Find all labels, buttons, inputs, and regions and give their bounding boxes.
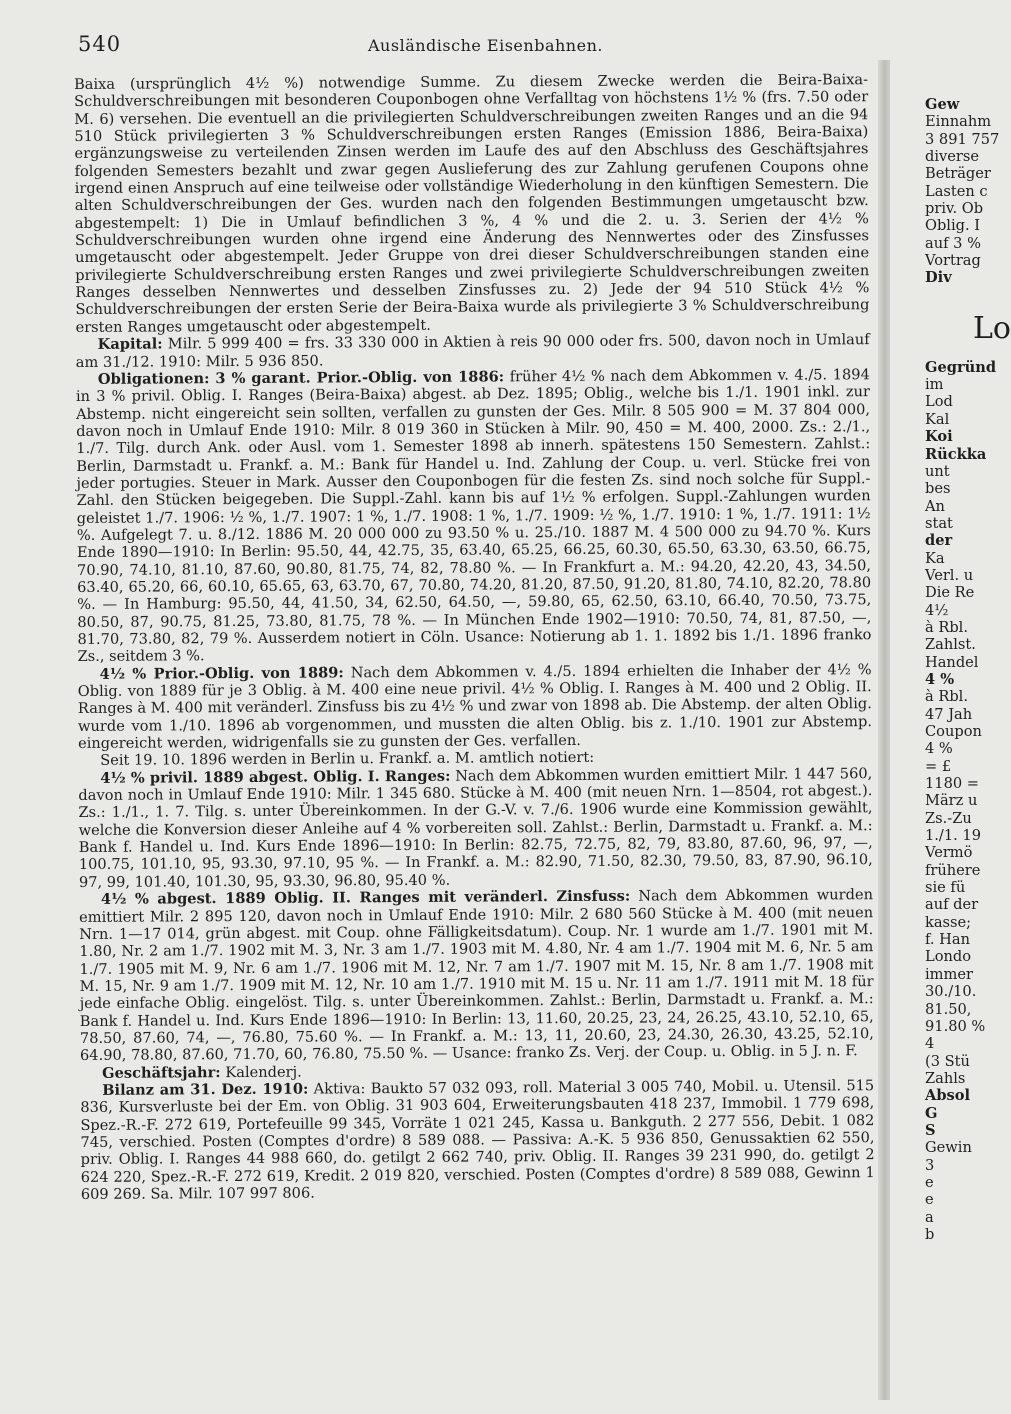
facing-page-fragment: Einnahm	[925, 113, 992, 131]
facing-page-fragment: Londo	[925, 948, 972, 966]
facing-page-fragment: S	[925, 1121, 936, 1139]
prior-1889-text: Nach dem Abkommen v. 4./5. 1894 erhielten die Inhaber der 4½ % Oblig. von 1889 für je 3 Oblig. à M. 400 eine neue privil. 4½ % Oblig. I. Ranges à M. 400 und 2 Oblig. II. Ranges à M. 400 mit veränderl. Zinsfuss bis zu 4½ % und zwar von 1898 ab. Die Abstemp. der alten Oblig. wurde vom 1./10. 1896 ab vorgenommen, und mussten die alten Oblig. bis z. 1./10. 1901 zur Abstemp. eingereicht werden, widrigenfalls sie zu gunsten der Ges. verfallen.	[77, 660, 873, 753]
facing-page-fragment: Kal	[925, 410, 950, 428]
facing-page-fragment: Lod	[925, 393, 953, 411]
paragraph-kapital	[76, 331, 870, 371]
privil-1889-text: Nach dem Abkommen wurden emittiert Milr. 1 447 560, davon noch in Umlauf Ende 1910: Milr. 1 345 680. Stücke à M. 400 (mit neuen Nrn. 1—8504, rot abgest.). Zs.: 1./1., 1. 7. Tilg. s. unter Übereinkommen. In der G.-V. v. 7./6. 1906 wurde eine Kommission gewählt, welche die Konversion dieser Anleihe auf 4 % vorbereiten soll. Zahlst.: Berlin, Darmstadt u. Frankf. a. M.: Bank f. Handel u. Ind. Kurs Ende 1896—1910: In Berlin: 82.75, 72.75, 82, 79, 83.80, 87.60, 96, 97, —, 100.75, 101.10, 95, 93.30, 97.10, 95 %. — In Frankf. a. M.: 82.90, 71.50, 82.30, 79.50, 83, 87.90, 96.10, 97, 99, 101.40, 101.30, 95, 93.30, 96.80, 95.40 %.	[78, 764, 873, 891]
facing-page-fragment: Rückka	[925, 445, 987, 463]
paragraph-baixa: Baixa (ursprünglich 4½ %) notwendige Summe. Zu diesem Zwecke werden die Beira-Baixa-Schuldverschreibungen mit besonderen Couponbogen ohne Verfalltag von höchstens 1½ % (frs. 7.50 oder M. 6) versehen. Die eventuell an die privilegierten Schuldverschreibungen zweiten Ranges und an die 94 510 Stück privilegierten 3 % Schuldverschreibungen ersten Ranges (Emission 1886, Beira-Baixa) ergänzungsweise zu verteilenden Zinsen werden im Laufe des auf den Abschluss des Geschäftsjahres folgenden Semesters bezahlt und zwar gegen Auslieferung des zur Zahlung gerufenen Coupons ohne irgend einen Anspruch auf eine teilweise oder vollständige Wiederholung in den künftigen Semestern. Die alten Schuldverschreibungen der Ges. wurden nach den folgenden Bestimmungen umgetauscht bzw. abgestempelt: 1) Die in Umlauf befindlichen 3 %, 4 % und die 2. u. 3. Serien der 4½ % Schuldverschreibungen wurden ohne irgend eine Änderung des Nennwertes oder des Zinsfusses umgetauscht oder abgestempelt. Jeder Gruppe von drei dieser Schuldverschreibungen standen eine privilegierte Schuldverschreibung ersten Ranges und zwei privilegierte Schuldverschreibungen zweiten Ranges desselben Nennwertes und desselben Zinsfusses zu. 2) Jede der 94 510 Stück 4½ % Schuldverschreibungen der ersten Serie der Beira-Baixa wurde als privilegierte 3 % Schuldverschreibung ersten Ranges umgetauscht oder abgestempelt.	[74, 71, 870, 336]
kapital-heading: Kapital:	[97, 335, 163, 354]
facing-page-fragment: Vortrag	[925, 252, 981, 270]
facing-page-fragment: Oblig. I	[925, 217, 981, 235]
facing-page-fragment: à Rbl.	[925, 618, 968, 636]
facing-page-fragment: (3 Stü	[925, 1052, 970, 1070]
facing-page-fragment: 4	[925, 1035, 935, 1053]
facing-page-fragment: a	[925, 1208, 934, 1226]
facing-page-fragment: = £	[925, 757, 952, 775]
facing-page-fragment: Zs.-Zu	[925, 809, 972, 827]
paragraph-seit: Seit 19. 10. 1896 werden in Berlin u. Frankf. a. M. amtlich notiert:	[100, 749, 595, 770]
facing-page-fragment: Koi	[925, 428, 953, 446]
facing-page-fragment: auf der	[925, 896, 979, 914]
facing-page-fragment: G	[925, 1104, 938, 1122]
facing-page-fragment: Beträger	[925, 165, 991, 183]
facing-page-fragment: stat	[925, 514, 953, 532]
facing-page-fragment: Die Re	[925, 584, 975, 602]
facing-page-fragment: Handel	[925, 653, 979, 671]
prior-1889-heading: 4½ % Prior.-Oblig. von 1889:	[99, 664, 344, 683]
geschaeftsjahr-heading: Geschäftsjahr:	[102, 1063, 221, 1082]
abgest-1889-text: Nach dem Abkommen wurden emittiert Milr. 2 895 120, davon noch in Umlauf Ende 1910: Milr. 2 680 560 Stücke à M. 400 (mit neuen Nrn. 1—17 014, grün abgest. mit Coup. ohne Fälligkeitsdatum). Coup. Nr. 1 wurde am 1./7. 1901 mit M. 1.80, Nr. 2 am 1./7. 1902 mit M. 3, Nr. 3 am 1./7. 1903 mit M. 4.80, Nr. 4 am 1./7. 1904 mit M. 6, Nr. 5 am 1./7. 1905 mit M. 9, Nr. 6 am 1./7. 1906 mit M. 12, Nr. 7 am 1./7. 1907 mit M. 15, Nr. 8 am 1./7. 1908 mit M. 15, Nr. 9 am 1./7. 1909 mit M. 12, Nr. 10 am 1./7. 1910 mit M. 15 u. Nr. 11 am 1./7. 1911 mit M. 18 für jede einfache Oblig. eingelöst. Tilg. s. unter Übereinkommen. Zahlst.: Berlin, Darmstadt u. Frankf. a. M.: Bank f. Handel u. Ind. Kurs Ende 1896—1910: In Berlin: 13, 11.60, 20.25, 23, 24, 26.25, 43.10, 52.10, 65, 78.50, 87.60, 74, —, 76.80, 75.60 %. — In Frankf. a. M.: 13, 11, 20.60, 23, 24.30, 26.30, 43.25, 52.10, 64.90, 78.80, 87.60, 71.70, 60, 76.80, 75.50 %. — Usance: franko Zs. Verj. der Coup. u. Oblig. in 5 J. n. F.	[79, 886, 874, 1065]
facing-page-fragment: Gew	[925, 96, 960, 113]
facing-page-fragment: 1180 =	[925, 775, 980, 793]
facing-page-fragment: 4 %	[925, 670, 955, 688]
obligationen-text: früher 4½ % nach dem Abkommen v. 4./5. 1894 in 3 % privil. Oblig. I. Ranges (Beira-Baixa) abgest. ab Dez. 1895; Oblig., welche bis 1./1. 1901 inkl. zur Abstemp. nicht eingereicht sein sollten, verfallen zu gunsten der Ges. Milr. 8 505 900 = M. 37 804 000, davon noch in Umlauf Ende 1910: Milr. 8 019 360 in Stücken à Milr. 90, 450 = M. 400, 2000. Zs.: 2./1., 1./7. Tilg. durch Ank. oder Ausl. vom 1. Semester 1898 ab innerh. spätestens 150 Semestern. Zahlst.: Berlin, Darmstadt u. Frankf. a. M.: Bank für Handel u. Ind. Zahlung der Coup. u. verl. Stücke frei von jeder portugies. Steuer in Mark. Ausser den Couponbogen für die festen Zs. sind noch solche für Suppl.-Zahl. den Stücken beigegeben. Die Suppl.-Zahl. kann bis auf 1½ % erfolgen. Suppl.-Zahlungen wurden geleistet 1./7. 1906: ½ %, 1./7. 1907: 1 %, 1./7. 1908: 1 %, 1./7. 1909: ½ %, 1./7. 1910: 1 %, 1./7. 1911: 1½ %. Aufgelegt 7. u. 8./12. 1886 M. 20 000 000 zu 93.50 % u. 25./10. 1887 M. 4 500 000 zu 94.70 %. Kurs Ende 1890—1910: In Berlin: 95.50, 44, 42.75, 35, 63.40, 65.25, 66.25, 60.30, 65.50, 63.30, 63.50, 66.75, 70.90, 74.10, 81.10, 87.60, 90.80, 81.75, 74, 82, 78.80 %. — In Frankfurt a. M.: 94.20, 42.20, 43, 34.50, 63.40, 65.20, 66, 60.10, 65.65, 63, 63.70, 67, 70.80, 74.20, 81.20, 87.50, 91.20, 81.80, 74.10, 82.20, 78.80 %. — In Hamburg: 95.50, 44, 41.50, 34, 62.50, 64.50, —, 59.80, 65, 62.50, 63.10, 66.40, 70.50, 73.75, 80.50, 87, 90.75, 81.25, 73.80, 81.75, 78 %. — In München Ende 1902—1910: 70.50, 74, 81, 87.50, —, 81.70, 73.80, 82, 79 %. Ausserdem notiert in Cöln. Usance: Notierung ab 1. 1. 1892 bis 1./1. 1896 franko Zs., seitdem 3 %.	[75, 365, 872, 666]
facing-page-fragment: diverse	[925, 148, 979, 166]
facing-page-fragment: e	[925, 1191, 934, 1209]
facing-page-fragment: Lo	[973, 310, 1011, 346]
facing-page-fragment: 4 %	[925, 740, 953, 758]
facing-page-fragment: Absol	[925, 1087, 971, 1105]
facing-page-fragment: Div	[925, 269, 952, 287]
facing-page-fragment: Zahlst.	[925, 636, 976, 654]
abgest-1889-heading: 4½ % abgest. 1889 Oblig. II. Ranges mit veränderl. Zinsfuss:	[100, 887, 631, 909]
facing-page-fragments	[925, 96, 1011, 1406]
facing-page-fragment: Zahls	[925, 1069, 966, 1087]
facing-page-fragment: 1./1. 19	[925, 827, 981, 845]
facing-page-fragment: im	[925, 376, 944, 394]
facing-page-fragment: 30./10.	[925, 983, 977, 1001]
main-column	[74, 71, 876, 1396]
facing-page-fragment: 47 Jah	[925, 705, 973, 723]
geschaeftsjahr-text: Kalenderj.	[220, 1063, 302, 1081]
bilanz-text: Aktiva: Baukto 57 032 093, roll. Material 3 005 740, Mobil. u. Utensil. 515 836, Kursverluste bei der Em. von Oblig. 31 903 604, Erweiterungsbauten 418 237, Immobil. 1 779 698, Spez.-R.-F. 272 619, Portefeuille 99 345, Vorräte 1 021 245, Kassa u. Bankguth. 2 277 556, Debit. 1 082 745, verschied. Posten (Comptes d'ordre) 8 589 088. — Passiva: A.-K. 5 936 850, Genussaktien 62 550, priv. Oblig. I. Ranges 44 988 660, do. getilgt 2 662 740, priv. Oblig. II. Ranges 39 231 990, do. getilgt 2 624 220, Spez.-R.-F. 272 619, Kredit. 2 019 820, verschied. Posten (Comptes d'ordre) 8 589 088, Gewinn 1 609 269. Sa. Milr. 107 997 806.	[80, 1077, 875, 1203]
paragraph-privil-1889	[78, 765, 873, 891]
facing-page-fragment: kasse;	[925, 913, 972, 931]
facing-page-fragment: auf 3 %	[925, 234, 981, 252]
facing-page-fragment: An	[925, 497, 945, 515]
paragraph-prior-1889	[78, 661, 873, 753]
facing-page-fragment: unt	[925, 462, 950, 480]
facing-page-fragment: bes	[925, 480, 951, 498]
facing-page-fragment: Vermö	[925, 844, 973, 862]
page-gutter	[878, 60, 890, 1400]
facing-page-fragment: 3	[925, 1156, 935, 1174]
facing-page-fragment: frühere	[925, 861, 981, 879]
page-number: 540	[78, 32, 122, 56]
facing-page-fragment: e	[925, 1173, 934, 1191]
facing-page-fragment: 3 891 757	[925, 130, 1000, 148]
facing-page-fragment: sie fü	[925, 879, 966, 897]
facing-page-fragment: 81.50,	[925, 1000, 972, 1018]
facing-page-fragment: Coupon	[925, 723, 982, 740]
running-title: Ausländische Eisenbahnen.	[368, 36, 603, 55]
facing-page-fragment: f. Han	[925, 931, 970, 949]
facing-page-fragment: 4½	[925, 601, 949, 619]
facing-page-fragment: b	[925, 1225, 935, 1243]
kapital-text: Milr. 5 999 400 = frs. 33 330 000 in Aktien à reis 90 000 oder frs. 500, davon noch in Umlauf am 31./12. 1910: Milr. 5 936 850.	[75, 331, 870, 371]
privil-1889-heading: 4½ % privil. 1889 abgest. Oblig. I. Ranges:	[100, 767, 451, 787]
facing-page-fragment: März u	[925, 792, 978, 810]
facing-page-fragment: à Rbl.	[925, 688, 968, 706]
paragraph-bilanz	[80, 1077, 875, 1203]
facing-page-fragment: Gegründ	[925, 358, 997, 376]
bilanz-heading: Bilanz am 31. Dez. 1910:	[102, 1080, 309, 1099]
facing-page-fragment: Lasten c	[925, 182, 988, 200]
facing-page-fragment: 91.80 %	[925, 1017, 986, 1035]
facing-page-fragment: immer	[925, 965, 973, 983]
facing-page-fragment: priv. Ob	[925, 200, 984, 218]
paragraph-obligationen	[76, 366, 872, 666]
facing-page-fragment: Gewin	[925, 1139, 972, 1157]
paragraph-abgest-1889	[79, 886, 874, 1064]
facing-page-fragment: der	[925, 532, 953, 550]
facing-page-fragment: Verl. u	[925, 566, 974, 584]
facing-page-fragment: Ka	[925, 549, 945, 567]
obligationen-heading: Obligationen: 3 % garant. Prior.-Oblig. von 1886:	[97, 368, 505, 388]
